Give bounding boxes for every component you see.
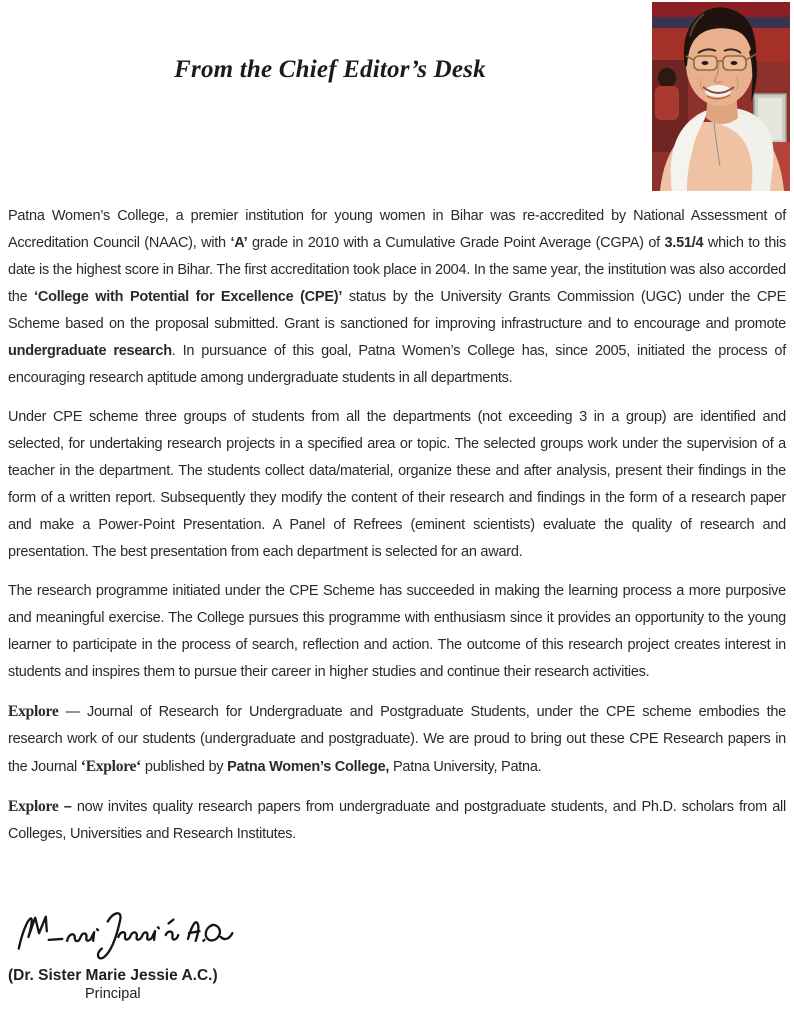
portrait-photo-illustration — [652, 2, 790, 191]
paragraph-explore-journal: Explore — Journal of Research for Undergraduate and Postgraduate Students, under the CPE scheme embodies the research work of our students (undergraduate and postgraduate). We are proud to bring out these CPE Research papers in the Journal ‘Explore‘ published by Patna Women’s College, Patna University, Patna. — [8, 703, 786, 775]
paragraph-research-programme: The research programme initiated under the CPE Scheme has succeeded in making the learning process a more purposive and meaningful exercise. The College pursues this programme with enthusiasm since it provides an opportunity to the young learner to participate in the process of search, reflection and action. The outcome of this research project creates interest in students and inspires them to pursue their career in higher studies and continue their research activities. — [8, 583, 786, 680]
page-title: From the Chief Editor’s Desk — [174, 56, 486, 83]
principal-name: (Dr. Sister Marie Jessie A.C.) — [8, 967, 218, 984]
paragraph-explore-invitation: Explore – now invites quality research papers from undergraduate and postgraduate students, and Ph.D. scholars from all Colleges, Universities and Research Institutes. — [8, 798, 786, 842]
principal-role: Principal — [85, 986, 141, 1002]
signature-block — [8, 908, 268, 1003]
signature-scribble — [10, 908, 245, 966]
paragraph-accreditation: Patna Women’s College, a premier institution for young women in Bihar was re-accredited by National Assessment of Accreditation Council (NAAC), with ‘A’ grade in 2010 with a Cumulative Grade Point Average (CGPA) of 3.51/4 which to this date is the highest score in Bihar. The first accreditation took place in 2004. In the same year, the institution was also accorded the ‘College with Potential for Excellence (CPE)’ status by the University Grants Commission (UGC) under the CPE Scheme based on the proposal submitted. Grant is sanctioned for improving infrastructure and to encourage and promote undergraduate research. In pursuance of this goal, Patna Women’s College has, since 2005, initiated the process of encouraging research aptitude among undergraduate students in all departments. — [8, 208, 786, 386]
editorial-body — [8, 203, 786, 860]
signatory — [8, 966, 218, 1003]
chief-editor-photo — [652, 2, 790, 191]
paragraph-cpe-scheme: Under CPE scheme three groups of students from all the departments (not exceeding 3 in a group) are identified and selected, for undertaking research projects in a specified area or topic. The selected groups work under the supervision of a teacher in the department. The students collect data/material, organize these and after analysis, present their findings in the form of a written report. Subsequently they modify the content of their research and findings in the form of a research paper and make a Power-Point Presentation. A Panel of Refrees (eminent scientists) evaluate the quality of research and presentation. The best presentation from each department is selected for an award. — [8, 409, 786, 560]
